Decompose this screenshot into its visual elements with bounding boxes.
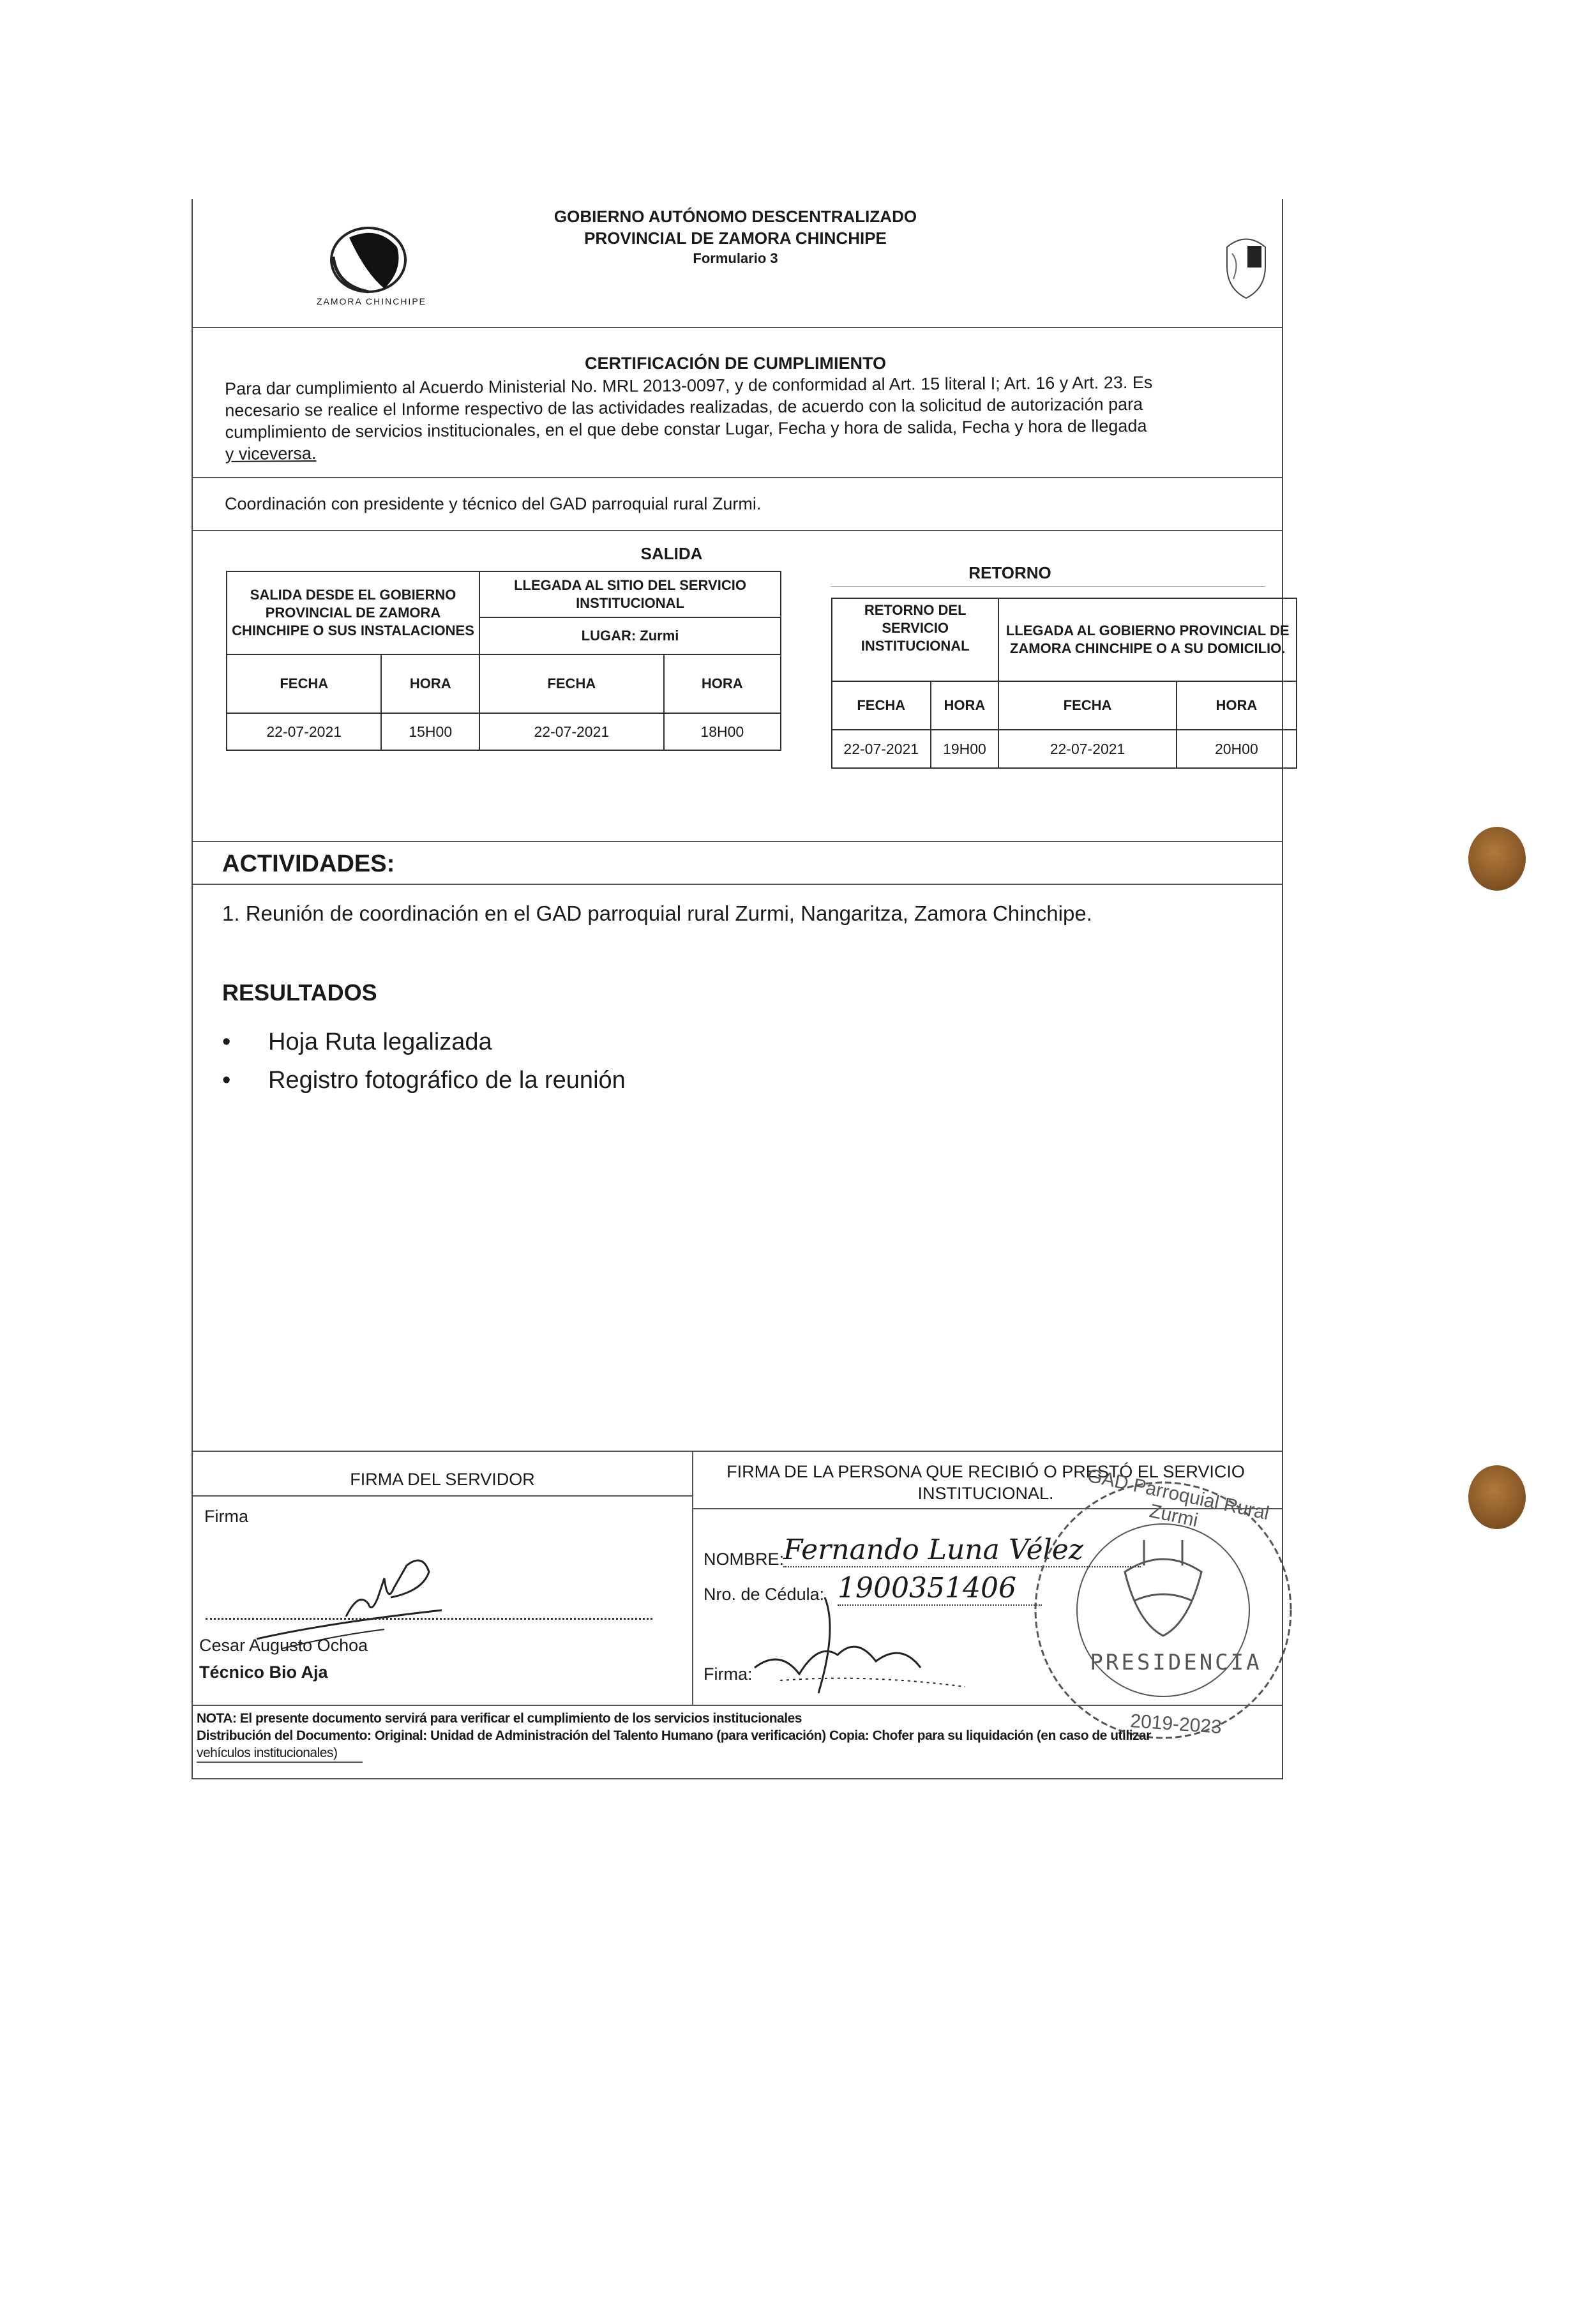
stamp-center-text: PRESIDENCIA — [1090, 1650, 1262, 1675]
retorno-destination-header: LLEGADA AL GOBIERNO PROVINCIAL DE ZAMORA CHINCHIPE O A SU DOMICILIO. — [998, 598, 1297, 681]
seal-icon — [1214, 228, 1278, 305]
resultados-title: RESULTADOS — [222, 979, 377, 1006]
salida-hora: 15H00 — [381, 713, 479, 750]
resultado-item-2: • Registro fotográfico de la reunión — [222, 1067, 626, 1094]
servidor-name: Cesar Augusto Ochoa — [199, 1636, 368, 1655]
llegada-fecha: 22-07-2021 — [479, 713, 664, 750]
certification-line-3: cumplimiento de servicios institucionales, en el que debe constar Lugar, Fecha y hora de salida, Fecha y hora de llegada — [225, 416, 1147, 442]
actividades-title: ACTIVIDADES: — [222, 850, 395, 877]
header-line-2: PROVINCIAL DE ZAMORA CHINCHIPE — [584, 229, 887, 248]
note-divider-top — [193, 1705, 1282, 1706]
certification-line-4: y viceversa. — [225, 444, 317, 464]
retorno-hora: 19H00 — [931, 730, 999, 768]
llegada-hora: 18H00 — [664, 713, 781, 750]
retorno-llegada-fecha-label: FECHA — [998, 681, 1176, 730]
stamp-years: 2019-2023 — [1129, 1710, 1223, 1738]
certification-line-1: Para dar cumplimiento al Acuerdo Ministerial No. MRL 2013-0097, y de conformidad al Art. 15 literal I; Art. 16 y Art. 23. Es — [225, 372, 1153, 398]
form-frame — [192, 199, 1290, 1779]
header-line-3: Formulario 3 — [693, 250, 778, 266]
salida-fecha-label: FECHA — [227, 654, 381, 713]
certification-line-2: necesario se realice el Informe respectivo de las actividades realizadas, de acuerdo con la solicitud de autorización para — [225, 394, 1143, 420]
retorno-table — [831, 598, 1297, 769]
firma-label: Firma — [204, 1507, 248, 1526]
llegada-fecha-label: FECHA — [479, 654, 664, 713]
servidor-dotted-line — [206, 1618, 652, 1620]
retorno-llegada-hora-label: HORA — [1177, 681, 1297, 730]
punch-hole-top — [1468, 827, 1526, 891]
servidor-role: Técnico Bio Aja — [199, 1663, 328, 1682]
retorno-title: RETORNO — [968, 563, 1051, 582]
cedula-label: Nro. de Cédula: — [704, 1585, 825, 1604]
receptor-signature-icon — [742, 1578, 1010, 1700]
salida-lugar: LUGAR: Zurmi — [479, 617, 781, 654]
firma2-label: Firma: — [704, 1664, 753, 1684]
salida-title: SALIDA — [640, 544, 703, 563]
retorno-llegada-hora: 20H00 — [1177, 730, 1297, 768]
header-divider — [193, 327, 1282, 328]
actividades-divider — [193, 841, 1282, 842]
note-text — [197, 1710, 1282, 1763]
servidor-title: FIRMA DEL SERVIDOR — [350, 1470, 535, 1489]
resultado-item-1: • Hoja Ruta legalizada — [222, 1029, 492, 1055]
salida-hora-label: HORA — [381, 654, 479, 713]
note-line-3: vehículos institucionales) — [197, 1744, 363, 1763]
certification-body — [225, 370, 1285, 465]
retorno-origin-header: RETORNO DEL SERVICIO INSTITUCIONAL — [832, 598, 998, 681]
handwritten-name: Fernando Luna Vélez — [783, 1534, 1141, 1567]
retorno-llegada-fecha: 22-07-2021 — [998, 730, 1176, 768]
signature-divider-top — [193, 1451, 1282, 1452]
actividad-item-1: 1. Reunión de coordinación en el GAD parroquial rural Zurmi, Nangaritza, Zamora Chinchipe. — [222, 902, 1092, 925]
note-divider-bottom — [193, 1778, 1282, 1779]
salida-destination-header: LLEGADA AL SITIO DEL SERVICIO INSTITUCIONAL — [479, 571, 781, 617]
purpose-divider-top — [193, 477, 1282, 478]
nombre-label: NOMBRE: — [704, 1550, 785, 1569]
retorno-fecha-label: FECHA — [832, 681, 931, 730]
certification-title: CERTIFICACIÓN DE CUMPLIMIENTO — [585, 354, 886, 373]
receptor-title-line-2: INSTITUCIONAL. — [917, 1484, 1054, 1503]
note-line-1: NOTA: El presente documento servirá para verificar el cumplimiento de los servicios institucionales — [197, 1711, 802, 1726]
retorno-fecha: 22-07-2021 — [832, 730, 931, 768]
retorno-hora-label: HORA — [931, 681, 999, 730]
salida-table — [226, 571, 781, 751]
actividades-title-underline — [193, 884, 1282, 885]
header-line-1: GOBIERNO AUTÓNOMO DESCENTRALIZADO — [553, 207, 917, 226]
punch-hole-bottom — [1468, 1465, 1526, 1529]
purpose-divider-bottom — [193, 530, 1282, 531]
handwritten-cedula: 1900351406 — [838, 1572, 1042, 1606]
receptor-title-line-1: FIRMA DE LA PERSONA QUE RECIBIÓ O PRESTÓ EL SERVICIO — [726, 1462, 1245, 1481]
llegada-hora-label: HORA — [664, 654, 781, 713]
salida-fecha: 22-07-2021 — [227, 713, 381, 750]
retorno-title-underline — [831, 586, 1265, 587]
servidor-title-underline — [193, 1495, 692, 1497]
purpose-text: Coordinación con presidente y técnico del GAD parroquial rural Zurmi. — [225, 494, 762, 513]
salida-origin-header: SALIDA DESDE EL GOBIERNO PROVINCIAL DE ZAMORA CHINCHIPE O SUS INSTALACIONES — [227, 571, 479, 654]
stamp-text: GAD Parroquial Rural Zurmi — [1085, 1465, 1271, 1532]
note-line-2: Distribución del Documento: Original: Unidad de Administración del Talento Humano (para verificación) Copia: Chofer para su liquidación (en caso de utilizar — [197, 1728, 1151, 1743]
resultados-list — [222, 1023, 626, 1099]
logo-caption: ZAMORA CHINCHIPE — [316, 296, 426, 306]
